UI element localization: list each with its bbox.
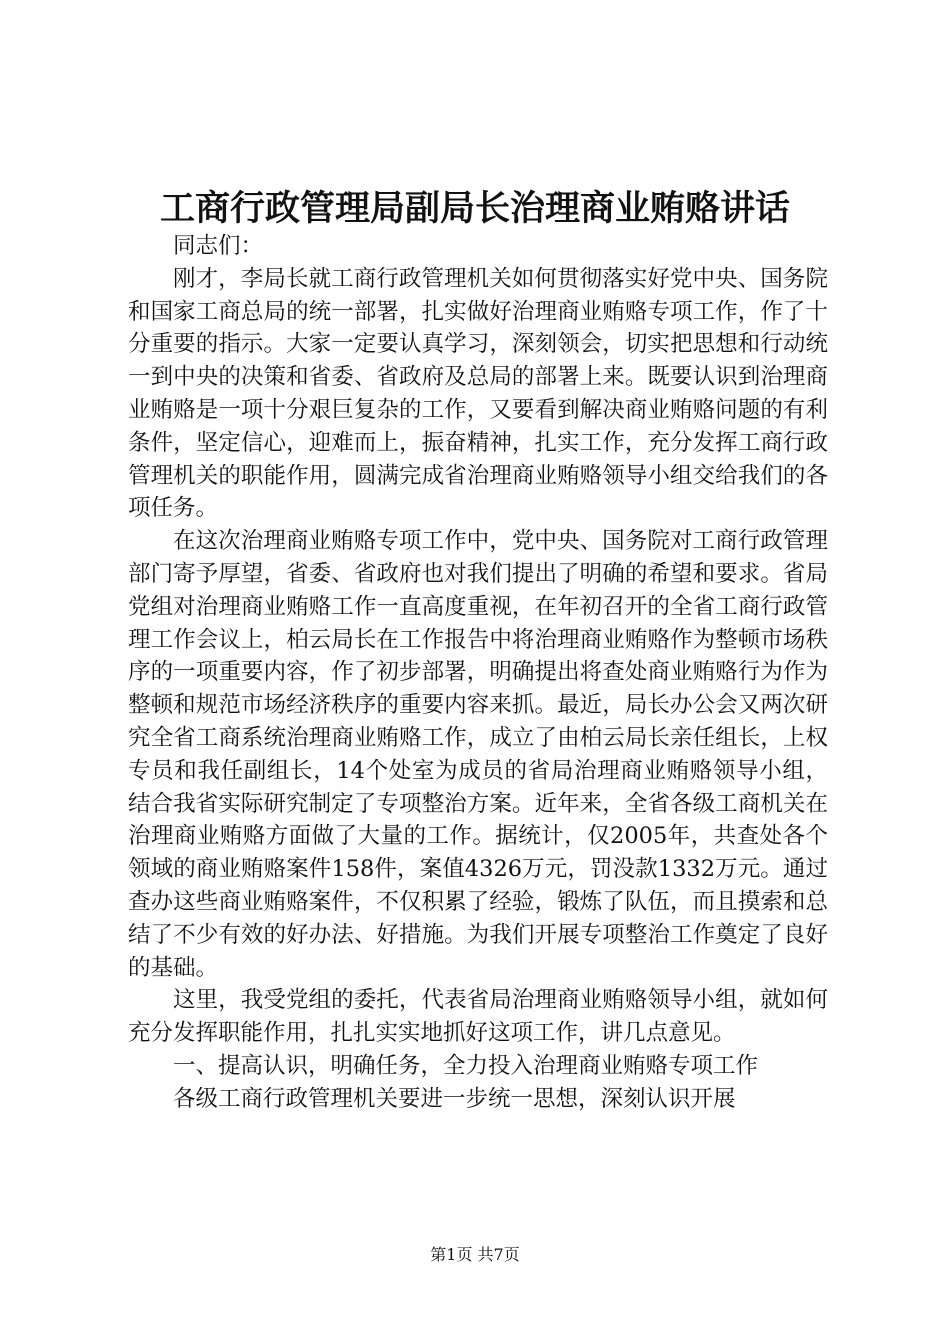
section-heading-1: 一、提高认识，明确任务，全力投入治理商业贿赂专项工作: [173, 1052, 759, 1079]
body-paragraph-1: 刚才，李局长就工商行政管理机关如何贯彻落实好党中央、国务院和国家工商总局的统一部署，扎实做好治理商业贿赂专项工作，作了十分重要的指示。大家一定要认真学习，深刻领会，切实把思想和行动统一到中央的决策和省委、省政府及总局的部署上来。既要认识到治理商业贿赂是一项十分艰巨复杂的工作，又要看到解决商业贿赂问题的有利条件，坚定信心，迎难而上，振奋精神，扎实工作，充分发挥工商行政管理机关的职能作用，圆满完成省治理商业贿赂领导小组交给我们的各项任务。: [128, 265, 828, 522]
document-title: 工商行政管理局副局长治理商业贿赂讲话: [159, 188, 790, 229]
body-paragraph-3: 这里，我受党组的委托，代表省局治理商业贿赂领导小组，就如何充分发挥职能作用，扎扎实实地抓好这项工作，讲几点意见。: [128, 987, 828, 1047]
document-body: [128, 230, 828, 1116]
body-paragraph-2: 在这次治理商业贿赂专项工作中，党中央、国务院对工商行政管理部门寄予厚望，省委、省政府也对我们提出了明确的希望和要求。省局党组对治理商业贿赂工作一直高度重视，在年初召开的全省工商行政管理工作会议上，柏云局长在工作报告中将治理商业贿赂作为整顿市场秩序的一项重要内容，作了初步部署，明确提出将查处商业贿赂行为作为整顿和规范市场经济秩序的重要内容来抓。最近，局长办公会又两次研究全省工商系统治理商业贿赂工作，成立了由柏云局长亲任组长，上权专员和我任副组长，14个处室为成员的省局治理商业贿赂领导小组，结合我省实际研究制定了专项整治方案。近年来，全省各级工商机关在治理商业贿赂方面做了大量的工作。据统计，仅2005年，共查处各个领域的商业贿赂案件158件，案值4326万元，罚没款1332万元。通过查办这些商业贿赂案件，不仅积累了经验，锻炼了队伍，而且摸索和总结了不少有效的好办法、好措施。为我们开展专项整治工作奠定了良好的基础。: [128, 528, 828, 981]
body-paragraph-4: 各级工商行政管理机关要进一步统一思想，深刻认识开展: [173, 1085, 736, 1112]
salutation-paragraph: 同志们：: [173, 233, 264, 259]
page-footer: 第1页 共7页: [430, 1245, 520, 1264]
